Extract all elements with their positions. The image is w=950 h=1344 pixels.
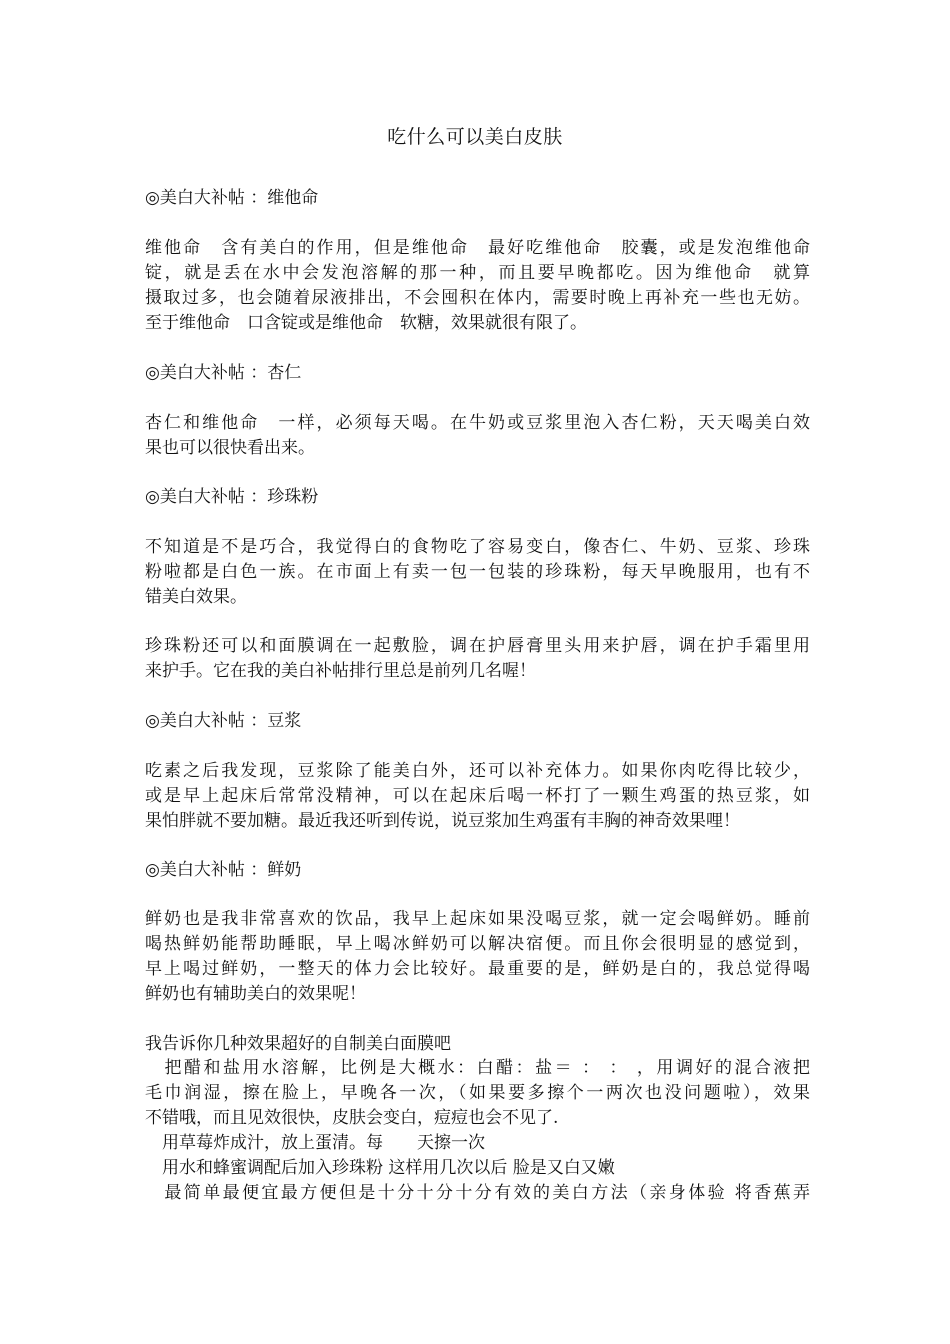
paragraph-line: 粉啦都是白色一族。在市面上有卖一包一包装的珍珠粉，每天早晚服用，也有不 xyxy=(145,562,810,582)
section-heading-vitamin: ◎美白大补帖 ：维他命 xyxy=(145,188,319,208)
paragraph-line: 错美白效果。 xyxy=(145,587,247,607)
paragraph-line: 摄取过多，也会随着尿液排出，不会囤积在体内，需要时晚上再补充一些也无妨。 xyxy=(145,288,810,308)
paragraph-line: 至于维他命 口含锭或是维他命 软糖，效果就很有限了。 xyxy=(145,313,587,333)
paragraph-line: 鲜奶也是我非常喜欢的饮品，我早上起床如果没喝豆浆，就一定会喝鲜奶。睡前 xyxy=(145,909,810,929)
paragraph-line: 早上喝过鲜奶，一整天的体力会比较好。最重要的是，鲜奶是白的，我总觉得喝 xyxy=(145,959,810,979)
paragraph-line: 杏仁和维他命 一样，必须每天喝。在牛奶或豆浆里泡入杏仁粉，天天喝美白效 xyxy=(145,413,810,433)
paragraph-line: 鲜奶也有辅助美白的效果呢！ xyxy=(145,984,366,1004)
document-title: 吃什么可以美白皮肤 xyxy=(387,126,563,148)
paragraph-line: 维他命 含有美白的作用，但是维他命 最好吃维他命 胶囊，或是发泡维他命 xyxy=(145,238,810,258)
mask-intro-line: 我告诉你几种效果超好的自制美白面膜吧 xyxy=(145,1034,451,1054)
paragraph-line: 用水和蜂蜜调配后加入珍珠粉 这样用几次以后 脸是又白又嫩 xyxy=(145,1158,615,1178)
paragraph-line: 珍珠粉还可以和面膜调在一起敷脸，调在护唇膏里头用来护唇，调在护手霜里用 xyxy=(145,636,810,656)
paragraph-line: 最简单最便宜最方便但是十分十分十分有效的美白方法（亲身体验 将香蕉弄 xyxy=(145,1183,810,1203)
paragraph-line: 不错哦，而且见效很快，皮肤会变白，痘痘也会不见了. xyxy=(145,1108,559,1128)
paragraph-line: 果怕胖就不要加糖。最近我还听到传说，说豆浆加生鸡蛋有丰胸的神奇效果哩！ xyxy=(145,811,740,831)
section-heading-pearl-powder: ◎美白大补帖 ：珍珠粉 xyxy=(145,487,319,507)
paragraph-line: 毛巾润湿，擦在脸上，早晚各一次，（如果要多擦个一两次也没问题啦），效果 xyxy=(145,1083,810,1103)
paragraph-line: 吃素之后我发现，豆浆除了能美白外，还可以补充体力。如果你肉吃得比较少， xyxy=(145,761,810,781)
section-heading-soy-milk: ◎美白大补帖 ：豆浆 xyxy=(145,711,302,731)
paragraph-line: 把醋和盐用水溶解，比例是大概水：白醋：盐＝ ： ： ，用调好的混合液把 xyxy=(145,1058,810,1078)
section-heading-almond: ◎美白大补帖 ：杏仁 xyxy=(145,363,302,383)
section-heading-fresh-milk: ◎美白大补帖 ：鲜奶 xyxy=(145,860,302,880)
paragraph-line: 果也可以很快看出来。 xyxy=(145,438,315,458)
paragraph-line: 或是早上起床后常常没精神，可以在起床后喝一杯打了一颗生鸡蛋的热豆浆，如 xyxy=(145,786,810,806)
paragraph-line: 不知道是不是巧合，我觉得白的食物吃了容易变白，像杏仁、牛奶、豆浆、珍珠 xyxy=(145,537,810,557)
paragraph-line: 来护手。它在我的美白补帖排行里总是前列几名喔！ xyxy=(145,661,536,681)
paragraph-line: 用草莓炸成汁，放上蛋清。每 天擦一次 xyxy=(145,1133,485,1153)
paragraph-line: 喝热鲜奶能帮助睡眠，早上喝冰鲜奶可以解决宿便。而且你会很明显的感觉到， xyxy=(145,934,810,954)
paragraph-line: 锭，就是丢在水中会发泡溶解的那一种，而且要早晚都吃。因为维他命 就算 xyxy=(145,263,810,283)
